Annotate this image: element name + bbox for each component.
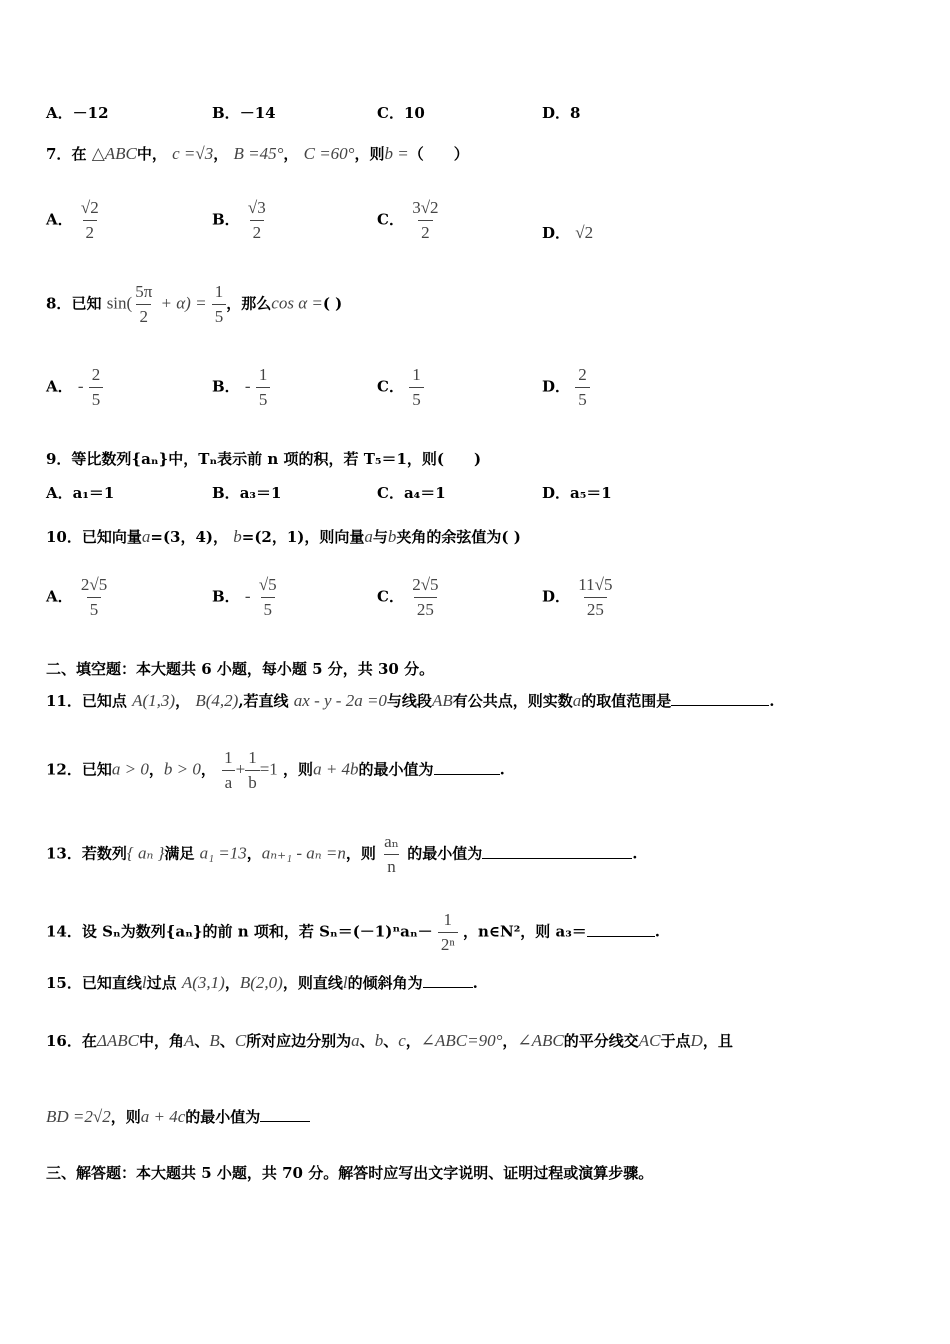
- answer-blank[interactable]: [587, 922, 655, 937]
- q8-option-c: C． $\frac{1}{5}$: [377, 365, 424, 410]
- answer-blank[interactable]: [434, 760, 500, 775]
- q9-option-d: D．a₅＝1: [542, 484, 612, 502]
- q6-option-b: B．－14: [212, 104, 276, 122]
- q10-option-b: B． - $\frac{√5}{5}$: [212, 575, 277, 619]
- q6-option-d: D．8: [542, 104, 581, 122]
- q6-option-a: A．－12: [46, 104, 109, 122]
- q7-option-d: D． √2: [542, 223, 594, 242]
- q7-option-b: B． $\frac{√3}{2}$: [212, 198, 266, 242]
- answer-blank[interactable]: [260, 1107, 310, 1122]
- answer-blank[interactable]: [482, 844, 632, 859]
- question-13: 13．若数列{ aₙ }满足 a₁ =13，aₙ₊₁ - aₙ =n，则 $\frac{\text{aₙ}}{n}$ 的最小值为 .: [46, 832, 638, 876]
- q10-option-c: C． $\frac{2√5}{25}$: [377, 575, 439, 619]
- section-3-heading: 三、解答题：本大题共 5 小题，共 70 分。解答时应写出文字说明、证明过程或演算步骤。: [46, 1164, 654, 1182]
- q7-option-c: C． $\frac{3√2}{2}$: [377, 198, 439, 242]
- q10-option-d: D． $\frac{11√5}{25}$: [542, 575, 613, 619]
- question-7: 7．在 △ABC中， c =√3， B =45°， C =60°，则b =（ ）: [46, 144, 469, 163]
- q9-option-a: A．a₁＝1: [46, 484, 115, 502]
- q10-option-a: A． $\frac{2√5}{5}$: [46, 575, 108, 619]
- q8-option-d: D． $\frac{2}{5}$: [542, 365, 590, 410]
- q8-option-a: A． - $\frac{2}{5}$: [46, 365, 103, 410]
- q9-option-c: C．a₄＝1: [377, 484, 446, 502]
- question-16: 16．在ΔABC中，角A、B、C所对应边分别为a、b、c，∠ABC=90°，∠ABC的平分线交AC于点D，且: [46, 1031, 733, 1050]
- q6-option-c: C．10: [377, 104, 425, 122]
- section-2-heading: 二、填空题：本大题共 6 小题，每小题 5 分，共 30 分。: [46, 660, 435, 678]
- q7-option-a: A． $\frac{√2}{2}$: [46, 198, 99, 242]
- answer-blank[interactable]: [671, 691, 769, 706]
- question-15: 15．已知直线l过点 A(3,1)，B(2,0)，则直线l的倾斜角为 .: [46, 973, 478, 992]
- question-10: 10．已知向量a=(3，4)， b=(2，1)，则向量a与b夹角的余弦值为( ): [46, 527, 521, 546]
- q9-option-b: B．a₃＝1: [212, 484, 282, 502]
- question-16-continued: BD =2√2，则a + 4c的最小值为: [46, 1106, 310, 1127]
- question-9: 9．等比数列{aₙ}中，Tₙ表示前 n 项的积，若 T₅＝1，则( ): [46, 450, 482, 468]
- question-14: 14．设 Sₙ为数列{aₙ}的前 n 项和，若 Sₙ＝(－1)ⁿaₙ－ $\frac{1}{\text{2ⁿ}}$ ，n∈N²，则 a₃＝ .: [46, 910, 661, 954]
- q8-option-b: B． - $\frac{1}{5}$: [212, 365, 270, 410]
- answer-blank[interactable]: [423, 973, 473, 988]
- question-12: 12．已知a > 0，b > 0， $\frac{1}{a}$ + $\frac{1}{b}$ =1 ，则a + 4b的最小值为 .: [46, 748, 505, 792]
- question-8: 8．已知 sin( $\frac{5\pi}{2}$ + α) = $\frac{1}{5}$ ，那么cos α =( ): [46, 282, 343, 326]
- question-11: 11．已知点 A(1,3)， B(4,2),若直线 ax - y - 2a =0与线段AB有公共点，则实数a的取值范围是 .: [46, 691, 775, 710]
